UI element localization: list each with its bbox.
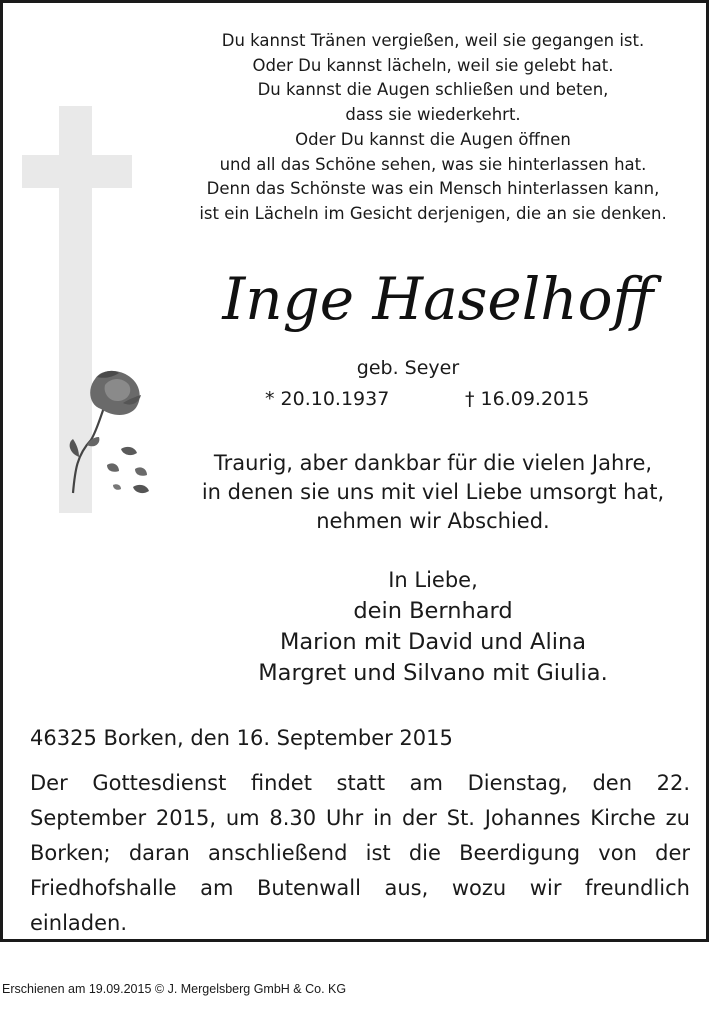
poem-line: Oder Du kannst lächeln, weil sie gelebt hat.	[252, 55, 614, 75]
death-date: † 16.09.2015	[465, 388, 590, 410]
publication-footer: Erschienen am 19.09.2015 © J. Mergelsberg GmbH & Co. KG	[2, 982, 347, 996]
signature-line: dein Bernhard	[353, 598, 513, 624]
poem-line: Oder Du kannst die Augen öffnen	[295, 129, 571, 149]
place-date: 46325 Borken, den 16. September 2015	[30, 726, 453, 750]
signature-line: Marion mit David und Alina	[279, 629, 587, 655]
poem-line: und all das Schöne sehen, was sie hinterlassen hat.	[219, 154, 647, 174]
funeral-service-text: Der Gottesdienst findet statt am Dienstag, den 22. September 2015, um 8.30 Uhr in der St. Johannes Kirche zu Borken; daran anschließend ist die Beerdigung von der Friedhofshalle am Butenwall aus, wozu wir freundlich einladen.	[30, 771, 690, 935]
poem-line: Denn das Schönste was ein Mensch hinterlassen kann,	[206, 179, 660, 199]
deceased-name-text: Inge Haselhoff	[222, 265, 654, 333]
born-name: geb. Seyer	[356, 357, 460, 379]
family-signatures	[153, 565, 709, 689]
poem-line: Du kannst die Augen schließen und beten,	[257, 80, 609, 100]
poem-line: Du kannst Tränen vergießen, weil sie gegangen ist.	[221, 31, 645, 50]
farewell-line: in denen sie uns mit viel Liebe umsorgt hat,	[201, 480, 665, 504]
farewell-text	[153, 449, 709, 536]
cross-icon-bar	[22, 155, 132, 188]
poem-line: ist ein Lächeln im Gesicht derjenigen, die an sie denken.	[199, 203, 667, 223]
farewell-line: nehmen wir Abschied.	[316, 509, 550, 533]
signature-intro: In Liebe,	[388, 568, 478, 592]
rose-icon	[61, 365, 161, 500]
deceased-name	[203, 251, 673, 351]
birth-date: * 20.10.1937	[265, 388, 390, 410]
poem	[153, 29, 709, 227]
poem-line: dass sie wiederkehrt.	[345, 105, 521, 125]
signature-line: Margret und Silvano mit Giulia.	[258, 660, 608, 686]
farewell-line: Traurig, aber dankbar für die vielen Jahre,	[213, 451, 653, 475]
